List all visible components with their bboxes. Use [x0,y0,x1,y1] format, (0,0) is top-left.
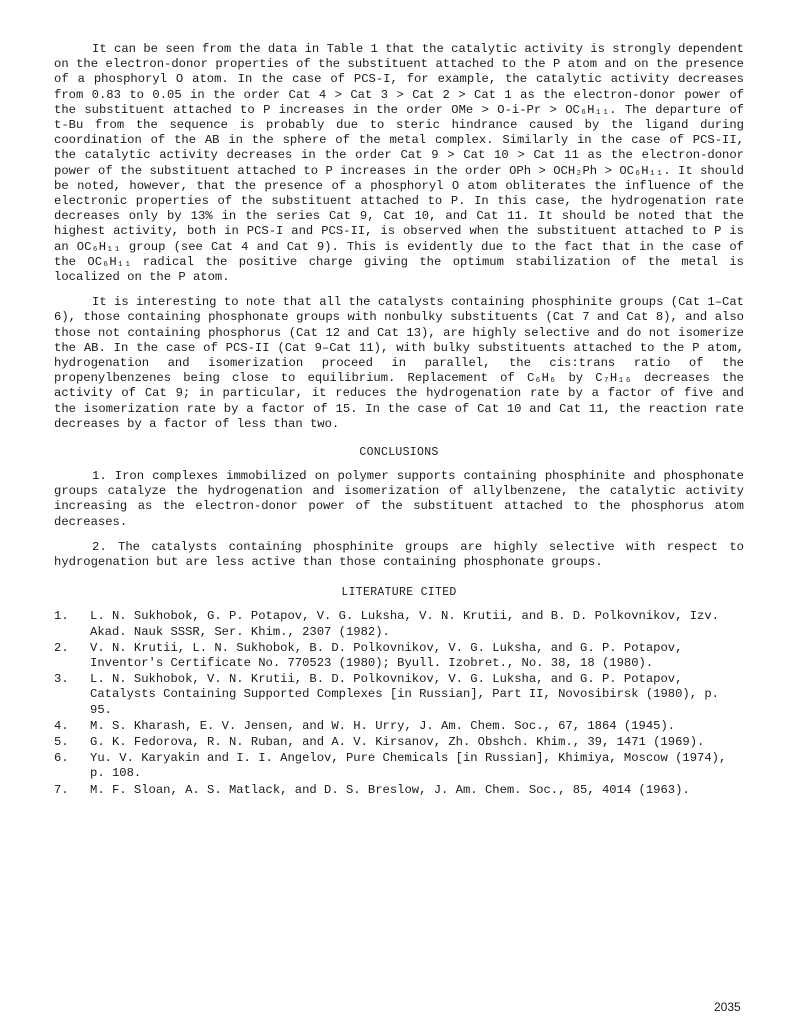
reference-number: 3. [54,672,69,687]
page-number: 2035 [714,1000,741,1014]
reference-item [54,609,744,639]
reference-text: M. F. Sloan, A. S. Matlack, and D. S. Breslow, J. Am. Chem. Soc., 85, 4014 (1963). [90,782,690,797]
reference-item [54,751,744,781]
reference-list [54,609,744,797]
reference-text: V. N. Krutii, L. N. Sukhobok, B. D. Polkovnikov, V. G. Luksha, and G. P. Potapov, Inventor's Certificate No. 770523 (1980); Byull. Izobret., No. 38, 18 (1980). [90,640,683,670]
reference-number: 7. [54,782,69,797]
conclusion-item-2: 2. The catalysts containing phosphinite groups are highly selective with respect to hydrogenation but are less active than those containing phosphonate groups. [54,539,744,570]
reference-item [54,735,744,750]
reference-item [54,719,744,734]
reference-item [54,783,744,798]
conclusions-heading: CONCLUSIONS [359,446,439,460]
reference-item [54,672,744,718]
reference-text: Yu. V. Karyakin and I. I. Angelov, Pure Chemicals [in Russian], Khimiya, Moscow (1974), p. 108. [90,751,727,781]
reference-number: 4. [54,718,69,733]
document-page [54,42,744,799]
reference-number: 6. [54,751,69,766]
reference-number: 2. [54,640,69,655]
body-paragraph-2: It is interesting to note that all the catalysts containing phosphinite groups (Cat 1–Cat 6), those containing phosphonate groups with nonbulky substituents (Cat 7 and Cat 8), and also those not containing phosphorus (Cat 12 and Cat 13), are highly selective and do not isomerize the AB. In the case of PCS-II (Cat 9–Cat 11), with bulky substituents attached to the P atom, hydrogenation and isomerization proceed in parallel, the cis:trans ratio of the propenylbenzenes being close to equilibrium. Replacement of C₆H₆ by C₇H₁₆ decreases the activity of Cat 9; in particular, it reduces the hydrogenation rate by a factor of five and the isomerization rate by a factor of 15. In the case of Cat 10 and Cat 11, the reaction rate decreases by a factor of less than two. [54,295,744,431]
reference-number: 1. [54,609,69,624]
reference-text: G. K. Fedorova, R. N. Ruban, and A. V. Kirsanov, Zh. Obshch. Khim., 39, 1471 (1969). [90,734,705,749]
reference-text: M. S. Kharash, E. V. Jensen, and W. H. Urry, J. Am. Chem. Soc., 67, 1864 (1945). [90,718,676,733]
reference-item [54,641,744,671]
literature-heading: LITERATURE CITED [341,586,457,600]
body-paragraph-1: It can be seen from the data in Table 1 that the catalytic activity is strongly dependent on the electron-donor properties of the substituent attached to the P atom and on the presence of a phosphoryl O atom. In the case of PCS-I, for example, the catalytic activity decreases from 0.83 to 0.05 in the order Cat 4 > Cat 3 > Cat 2 > Cat 1 as the electron-donor power of the substituent attached to P increases in the order OMe > O-i-Pr > OC₆H₁₁. The departure of t-Bu from the sequence is probably due to steric hindrance caused by the ligand during coordination of the AB in the sphere of the metal complex. Similarly in the case of PCS-II, the catalytic activity decreases in the order Cat 9 > Cat 10 > Cat 11 as the electron-donor power of the substituent attached to P increases in the order OPh > OCH₂Ph > OC₆H₁₁. It should be noted, however, that the presence of a phosphoryl O atom obliterates the influence of the electronic properties of the substituent attached to P. In this case, the hydrogenation rate decreases only by 13% in the series Cat 9, Cat 10, and Cat 11. It should be noted that the highest activity, both in PCS-I and PCS-II, is observed when the substituent attached to P is an OC₆H₁₁ group (see Cat 4 and Cat 9). This is evidently due to the fact that in the case of the OC₆H₁₁ radical the positive charge giving the optimum stabilization of the metal is localized on the P atom. [54,42,744,285]
conclusion-item-1: 1. Iron complexes immobilized on polymer supports containing phosphinite and phosphonate groups catalyze the hydrogenation and isomerization of allylbenzene, the catalytic activity increasing as the electron-donor power of the substituent attached to the phosphorus atom decreases. [54,469,744,529]
reference-text: L. N. Sukhobok, V. N. Krutii, B. D. Polkovnikov, V. G. Luksha, and G. P. Potapov, Catalysts Containing Supported Complexes [in Russian], Part II, Novosibirsk (1980), p. 95. [90,672,719,717]
reference-number: 5. [54,734,69,749]
reference-text: L. N. Sukhobok, G. P. Potapov, V. G. Luksha, V. N. Krutii, and B. D. Polkovnikov, Izv. Akad. Nauk SSSR, Ser. Khim., 2307 (1982). [90,609,719,639]
